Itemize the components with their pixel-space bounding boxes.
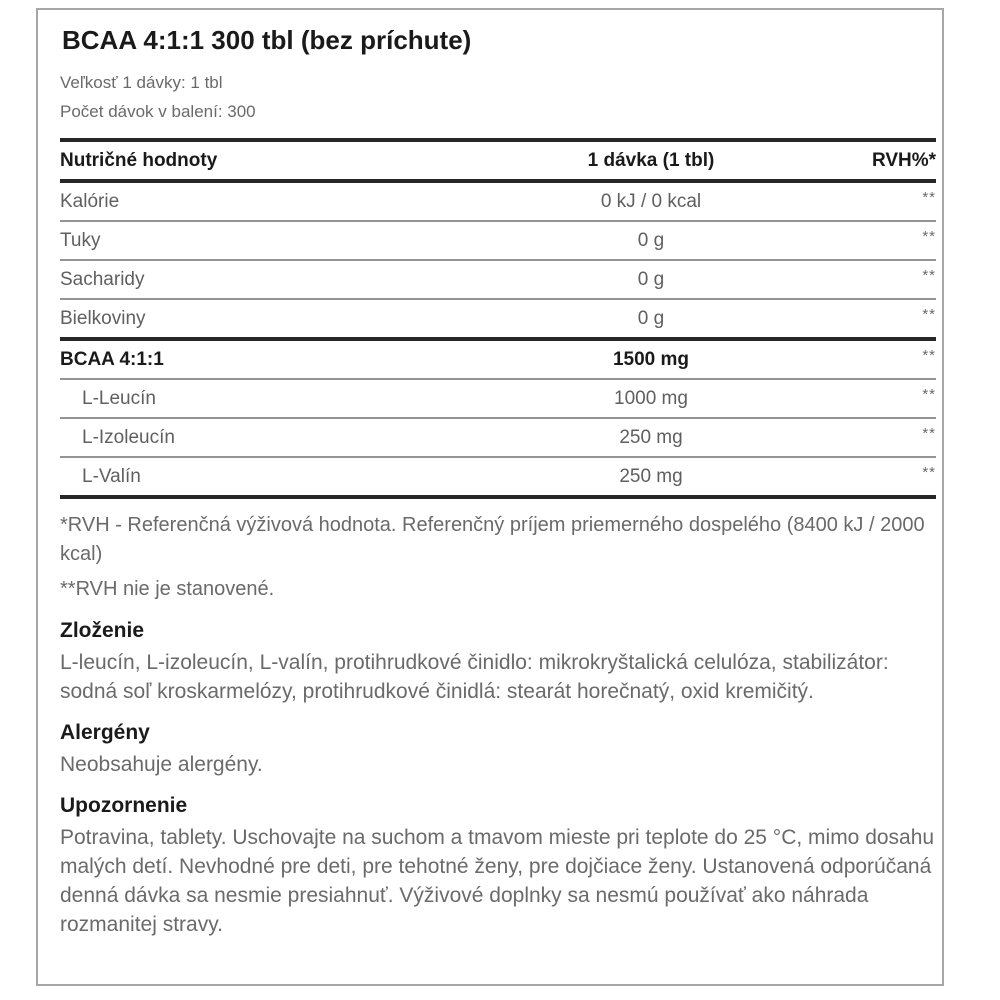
header-value: 1 dávka (1 tbl): [587, 149, 715, 171]
nutrition-table-header: [60, 142, 936, 183]
table-row: [60, 261, 936, 300]
section-body-allergens: Neobsahuje alergény.: [60, 753, 263, 776]
row-rvh: **: [922, 189, 936, 206]
row-value: 0 g: [637, 307, 665, 329]
table-row-bcaa-total: [60, 341, 936, 380]
row-rvh: **: [922, 306, 936, 323]
table-row: [60, 183, 936, 222]
section-body-ingredients: L-leucín, L-izoleucín, L-valín, protihrudkové činidlo: mikrokryštalická celulóza, stabilizátor: sodná soľ kroskarmelózy, protihrudkové činidlá: stearát horečnatý, oxid kremičitý.: [60, 651, 889, 703]
row-value: 250 mg: [619, 465, 683, 487]
row-rvh: **: [922, 425, 936, 442]
label-frame: [36, 8, 944, 986]
servings-count-line: Počet dávok v balení: 300: [60, 102, 256, 121]
header-rvh: RVH%*: [871, 150, 936, 171]
section-heading-allergens: Alergény: [60, 721, 150, 744]
row-value: 250 mg: [619, 426, 683, 448]
row-label: Tuky: [60, 229, 101, 251]
section-heading-ingredients: Zloženie: [60, 619, 145, 642]
row-value: 1500 mg: [612, 348, 690, 370]
row-label: Bielkoviny: [60, 307, 146, 329]
row-label: L-Leucín: [82, 387, 156, 409]
row-rvh: **: [922, 347, 936, 364]
row-rvh: **: [922, 228, 936, 245]
row-rvh: **: [922, 464, 936, 481]
table-row: [60, 380, 936, 419]
table-row: [60, 419, 936, 458]
table-row: [60, 222, 936, 261]
footnote-rvh-definition: *RVH - Referenčná výživová hodnota. Referenčný príjem priemerného dospelého (8400 kJ / 2000 kcal): [60, 514, 925, 565]
serving-info: [60, 68, 936, 126]
row-rvh: **: [922, 267, 936, 284]
row-label: Kalórie: [60, 190, 120, 212]
row-rvh: **: [922, 386, 936, 403]
table-row: [60, 458, 936, 499]
nutrition-table: [60, 138, 936, 499]
section-body-warning: Potravina, tablety. Uschovajte na suchom a tmavom mieste pri teplote do 25 °C, mimo dosahu malých detí. Nevhodné pre deti, pre tehotné ženy, pre dojčiace ženy. Ustanovená odporúčaná denná dávka sa nesmie presiahnuť. Výživové doplnky sa nesmú používať ako náhrada rozmanitej stravy.: [60, 826, 935, 936]
row-label: BCAA 4:1:1: [60, 348, 164, 370]
footnote-rvh-not-set: **RVH nie je stanovené.: [60, 578, 275, 600]
row-value: 0 g: [637, 229, 665, 251]
row-value: 0 kJ / 0 kcal: [600, 190, 702, 212]
row-label: L-Valín: [82, 465, 141, 487]
section-heading-warning: Upozornenie: [60, 794, 188, 817]
row-label: L-Izoleucín: [82, 426, 175, 448]
row-label: Sacharidy: [60, 268, 145, 290]
table-row: [60, 300, 936, 341]
product-title: BCAA 4:1:1 300 tbl (bez príchute): [62, 25, 472, 55]
row-value: 0 g: [637, 268, 665, 290]
header-label: Nutričné hodnoty: [60, 149, 218, 171]
serving-size-line: Veľkosť 1 dávky: 1 tbl: [60, 73, 223, 92]
row-value: 1000 mg: [614, 387, 688, 409]
